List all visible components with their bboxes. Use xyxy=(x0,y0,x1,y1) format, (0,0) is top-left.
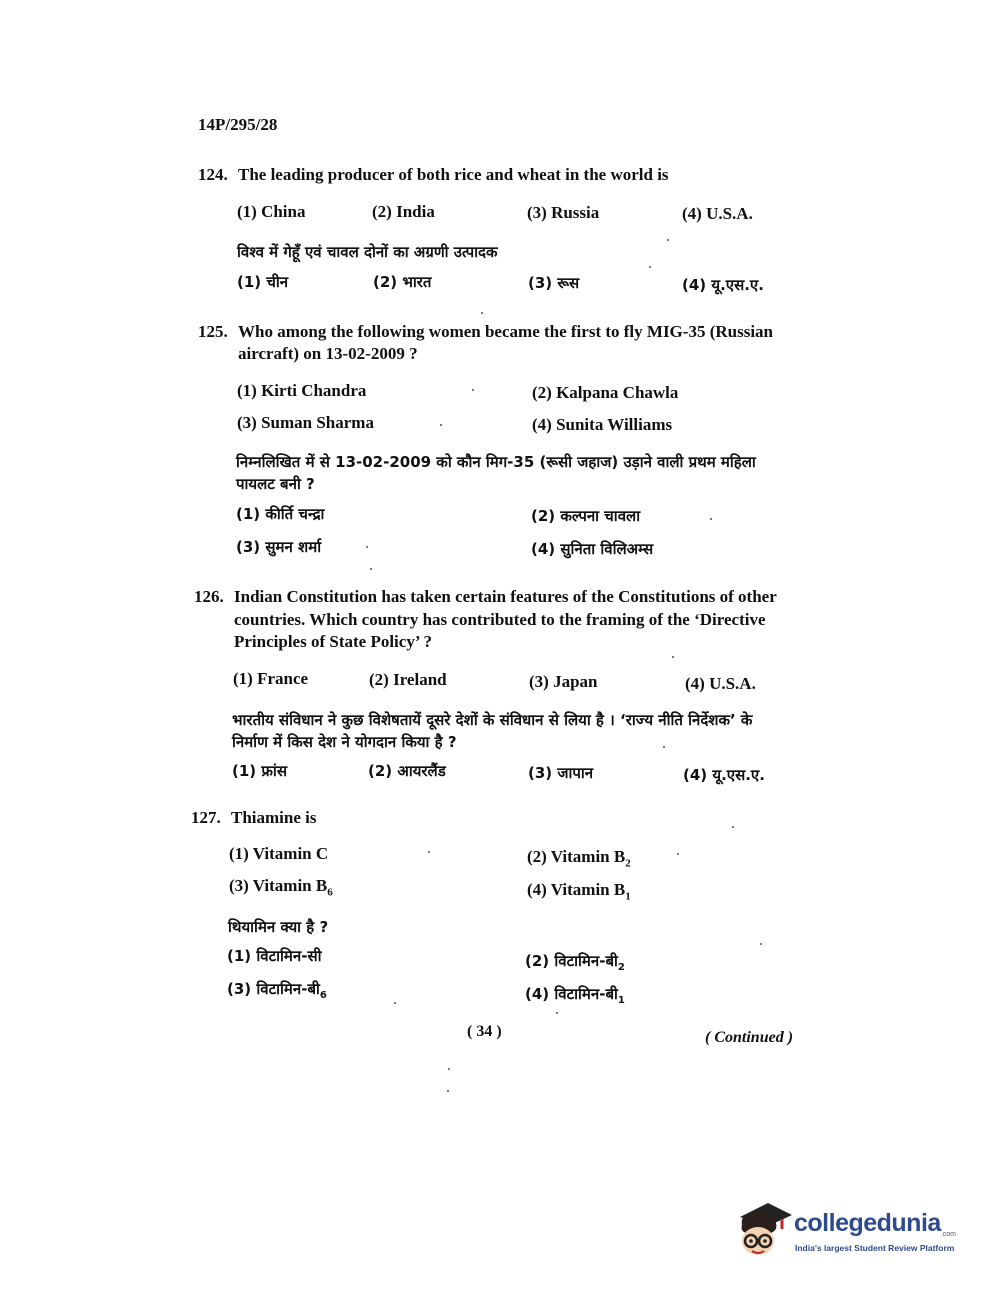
option-4: (4) U.S.A. xyxy=(682,204,753,223)
hindi-option-1: (1) कीर्ति चन्द्रा xyxy=(236,505,325,523)
hindi-option-3: (3) जापान xyxy=(528,764,594,782)
option-1: (1) Kirti Chandra xyxy=(237,381,367,400)
option-4: (4) Vitamin $B_1$ xyxy=(527,880,631,903)
hindi-option-4: (4) यू.एस.ए. xyxy=(682,276,764,294)
question-text-line-1: Indian Constitution has taken certain features of the Constitutions of other xyxy=(234,587,777,606)
brand-tagline: India's largest Student Review Platform xyxy=(795,1243,955,1253)
hindi-option-3: (3) रूस xyxy=(528,274,580,292)
option-3: (3) Russia xyxy=(527,203,600,222)
option-4: (4) U.S.A. xyxy=(685,674,756,693)
hindi-option-1: (1) फ्रांस xyxy=(232,762,287,780)
hindi-option-2: (2) कल्पना चावला xyxy=(531,507,641,525)
mascot-logo-icon xyxy=(732,1197,794,1261)
hindi-option-4: (4) सुनिता विलिअम्स xyxy=(531,540,654,558)
option-3: (3) Japan xyxy=(529,672,598,691)
question-text-line-1: Who among the following women became the first to fly MIG-35 (Russian xyxy=(238,322,773,341)
option-3: (3) Suman Sharma xyxy=(237,413,374,432)
question-text-line-3: Principles of State Policy’ ? xyxy=(234,632,432,651)
hindi-option-4: (4) $विटामिन-बी_1$ xyxy=(525,985,625,1006)
hindi-question-line-2: पायलट बनी ? xyxy=(236,475,315,493)
hindi-option-4: (4) यू.एस.ए. xyxy=(683,766,765,784)
option-2: (2) India xyxy=(372,202,435,221)
option-2: (2) Vitamin $B_2$ xyxy=(527,847,631,870)
question-text-line-2: countries. Which country has contributed to the framing of the ‘Directive xyxy=(234,610,766,629)
question-number: 126. xyxy=(194,587,224,606)
option-1: (1) China xyxy=(237,202,306,221)
paper-code: 14P/295/28 xyxy=(198,115,278,134)
hindi-option-2: (2) $विटामिन-बी_2$ xyxy=(525,952,625,973)
option-3: (3) Vitamin $B_6$ xyxy=(229,876,333,899)
hindi-option-1: (1) चीन xyxy=(237,273,289,291)
hindi-question-line-2: निर्माण में किस देश ने योगदान किया है ? xyxy=(232,733,457,751)
hindi-option-3: (3) $विटामिन-बी_6$ xyxy=(227,980,327,1001)
hindi-question-line-1: भारतीय संविधान ने कुछ विशेषतायें दूसरे देशों के संविधान से लिया है । ‘राज्य नीति निर्देशक’ के xyxy=(232,711,753,729)
question-text: Thiamine is xyxy=(231,808,317,827)
option-2: (2) Kalpana Chawla xyxy=(532,383,679,402)
collegedunia-watermark xyxy=(732,1197,962,1263)
continued-label: ( Continued ) xyxy=(705,1029,794,1046)
hindi-option-2: (2) आयरलैंड xyxy=(368,762,446,780)
question-text: The leading producer of both rice and wheat in the world is xyxy=(238,165,669,184)
question-text-line-2: aircraft) on 13-02-2009 ? xyxy=(238,344,418,363)
hindi-question-text: विश्व में गेहूँ एवं चावल दोनों का अग्रणी उत्पादक xyxy=(237,243,498,261)
question-number: 127. xyxy=(191,808,221,827)
hindi-option-2: (2) भारत xyxy=(373,273,432,291)
hindi-question-line-1: निम्नलिखित में से 13-02-2009 को कौन मिग-35 (रूसी जहाज) उड़ाने वाली प्रथम महिला xyxy=(236,453,756,471)
hindi-option-1: (1) विटामिन-सी xyxy=(227,947,322,965)
option-4: (4) Sunita Williams xyxy=(532,415,673,434)
option-1: (1) France xyxy=(233,669,309,688)
brand-name: collegedunia.com xyxy=(794,1209,956,1238)
hindi-question-text: थियामिन क्या है ? xyxy=(228,918,329,936)
page-number: ( 34 ) xyxy=(467,1023,502,1040)
option-1: (1) Vitamin C xyxy=(229,844,329,863)
option-2: (2) Ireland xyxy=(369,670,447,689)
question-number: 124. xyxy=(198,165,228,184)
question-number: 125. xyxy=(198,322,228,341)
hindi-option-3: (3) सुमन शर्मा xyxy=(236,538,322,556)
